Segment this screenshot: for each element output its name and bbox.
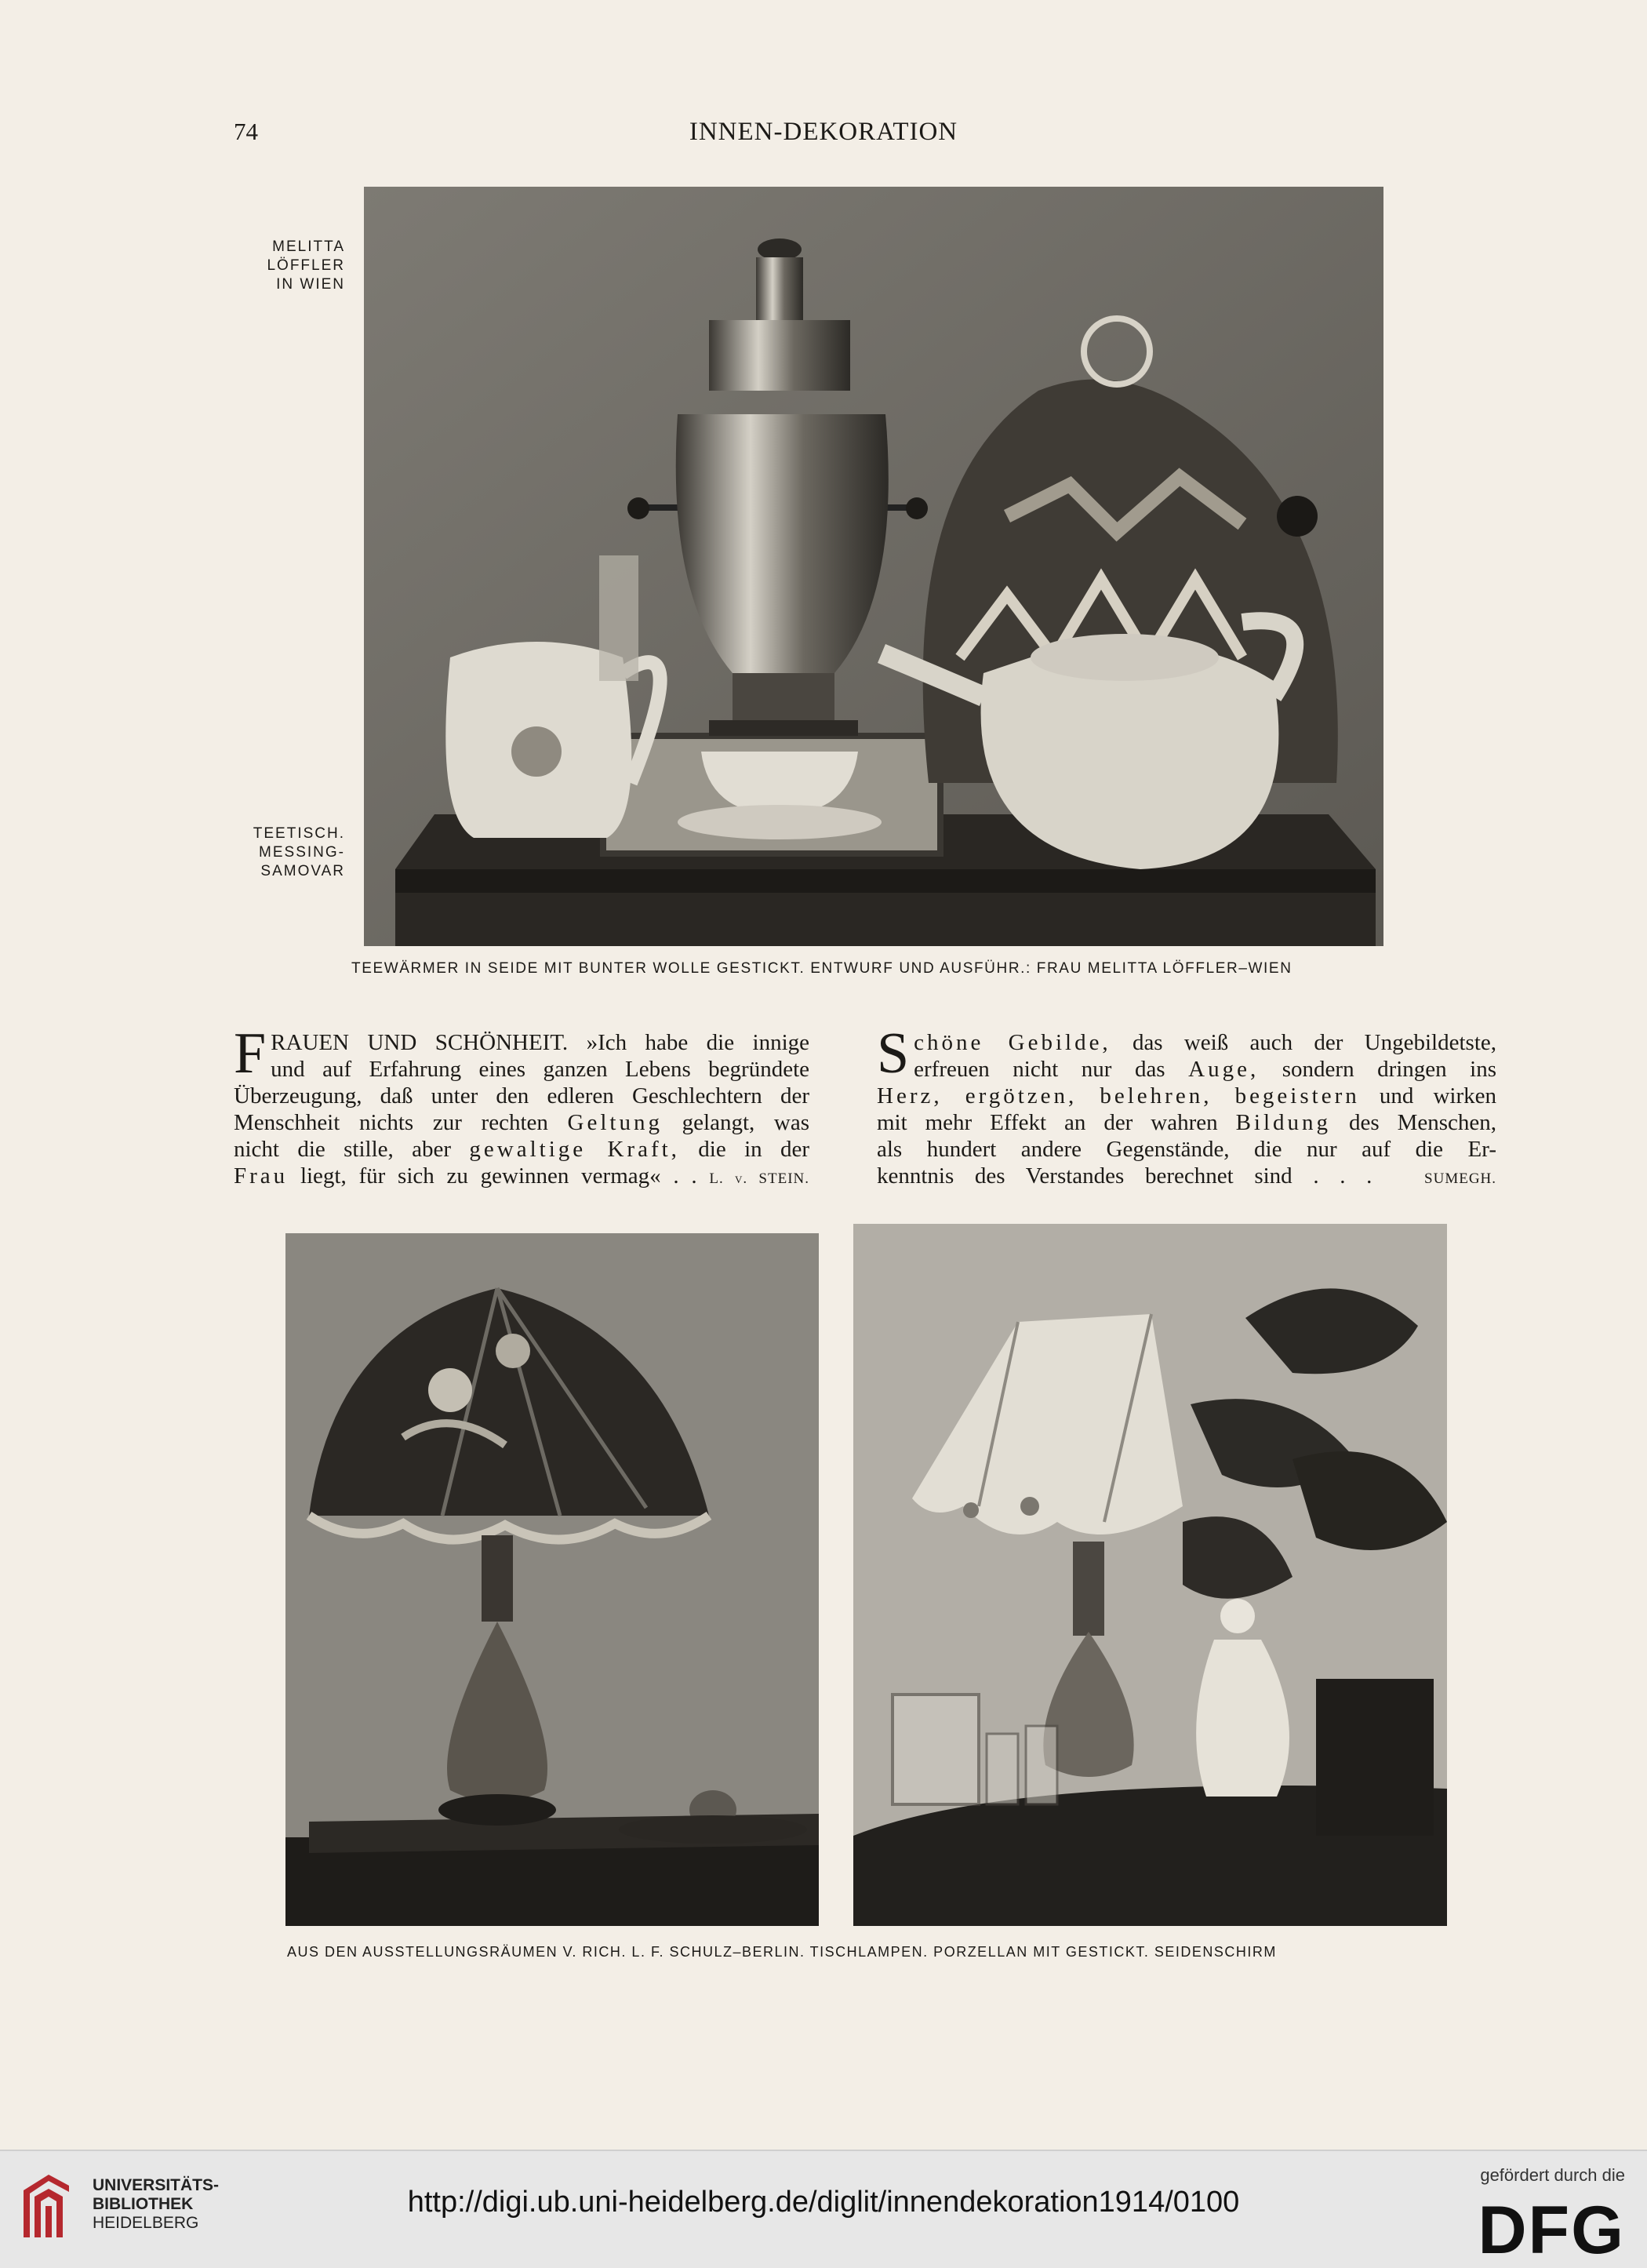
side-caption-line: MELITTA — [272, 238, 345, 255]
side-caption-line: MESSING- — [259, 844, 345, 861]
text-span: Herz, ergötzen, belehren, begeistern — [877, 1083, 1360, 1109]
text-span: die in der — [698, 1137, 810, 1162]
text-span: Bildung — [1235, 1110, 1332, 1135]
text-span: Geltung — [567, 1110, 663, 1135]
digitization-footer — [0, 2150, 1647, 2268]
page-number: 74 — [234, 118, 258, 145]
text-line: Überzeugung, daß unter den edleren Geschlechtern der — [234, 1083, 809, 1109]
text-line — [234, 1029, 809, 1056]
bottom-figure-caption: AUS DEN AUSSTELLUNGSRÄUMEN V. RICH. L. F. SCHULZ–BERLIN. TISCHLAMPEN. PORZELLAN MIT GESTICKT. SEIDENSCHIRM — [287, 1944, 1277, 1960]
running-title: INNEN-DEKORATION — [689, 118, 958, 146]
text-line: als hundert andere Gegenstände, die nur auf die Er- — [877, 1137, 1496, 1162]
text-line — [234, 1136, 809, 1163]
text-line — [877, 1109, 1496, 1136]
samovar-tea-table-photo — [364, 187, 1383, 946]
side-caption-line: LÖFFLER — [267, 257, 345, 274]
text-line — [877, 1056, 1496, 1083]
text-line — [234, 1109, 809, 1136]
text-span: kenntnis des Verstandes berechnet sind . . . — [877, 1163, 1372, 1189]
text-span: »Ich habe die innige — [586, 1030, 810, 1055]
permalink-url[interactable]: http://digi.ub.uni-heidelberg.de/diglit/innendekoration1914/0100 — [407, 2186, 1240, 2219]
quote-right-column — [877, 1021, 1497, 1192]
side-caption-line: IN WIEN — [276, 276, 345, 293]
embroidered-lamp-photo — [285, 1233, 819, 1926]
quote-heading: RAUEN UND SCHÖNHEIT. — [271, 1030, 569, 1055]
text-span: das weiß auch der Ungebildetste, — [1132, 1030, 1497, 1055]
text-span: erfreuen nicht nur das — [914, 1057, 1165, 1082]
text-span: nicht die stille, aber — [234, 1137, 452, 1162]
text-span: gelangt, was — [682, 1110, 809, 1135]
side-caption-line: SAMOVAR — [260, 863, 345, 879]
side-caption-line: TEETISCH. — [253, 825, 345, 842]
text-span: Frau — [234, 1163, 289, 1189]
text-span: des Menschen, — [1348, 1110, 1496, 1135]
quote-author: SUMEGH. — [1424, 1170, 1497, 1187]
text-span: und wirken — [1379, 1083, 1497, 1109]
library-name-line: HEIDELBERG — [93, 2214, 199, 2232]
top-figure-caption: TEEWÄRMER IN SEIDE MIT BUNTER WOLLE GESTICKT. ENTWURF UND AUSFÜHR.: FRAU MELITTA LÖFFLER–WIEN — [351, 960, 1293, 977]
library-name-line: BIBLIOTHEK — [93, 2195, 194, 2213]
text-line — [877, 1083, 1496, 1109]
text-line — [877, 1163, 1496, 1192]
text-span: Auge, — [1188, 1057, 1260, 1082]
text-line — [234, 1163, 809, 1192]
text-line: und auf Erfahrung eines ganzen Lebens begründete — [271, 1057, 809, 1082]
library-name-line: UNIVERSITÄTS- — [93, 2176, 220, 2194]
text-span: mit mehr Effekt an der wahren — [877, 1110, 1218, 1135]
text-line — [877, 1029, 1496, 1056]
text-span: gewaltige Kraft, — [469, 1137, 680, 1162]
dfg-logo: DFG — [1478, 2193, 1625, 2268]
porcelain-lamp-photo — [853, 1224, 1447, 1926]
funded-by-label: gefördert durch die — [1480, 2165, 1625, 2185]
text-span: sondern dringen ins — [1282, 1057, 1497, 1082]
text-span: Menschheit nichts zur rechten — [234, 1110, 548, 1135]
text-span: chöne Gebilde, — [914, 1030, 1111, 1055]
dropcap: S — [877, 1021, 910, 1086]
text-span: liegt, für sich zu gewinnen vermag« . . — [300, 1163, 697, 1189]
dropcap: F — [234, 1021, 267, 1086]
quote-left-column — [234, 1021, 810, 1192]
side-caption-object — [235, 825, 345, 881]
quote-author: L. v. STEIN. — [709, 1170, 810, 1187]
side-caption-designer — [235, 238, 345, 294]
